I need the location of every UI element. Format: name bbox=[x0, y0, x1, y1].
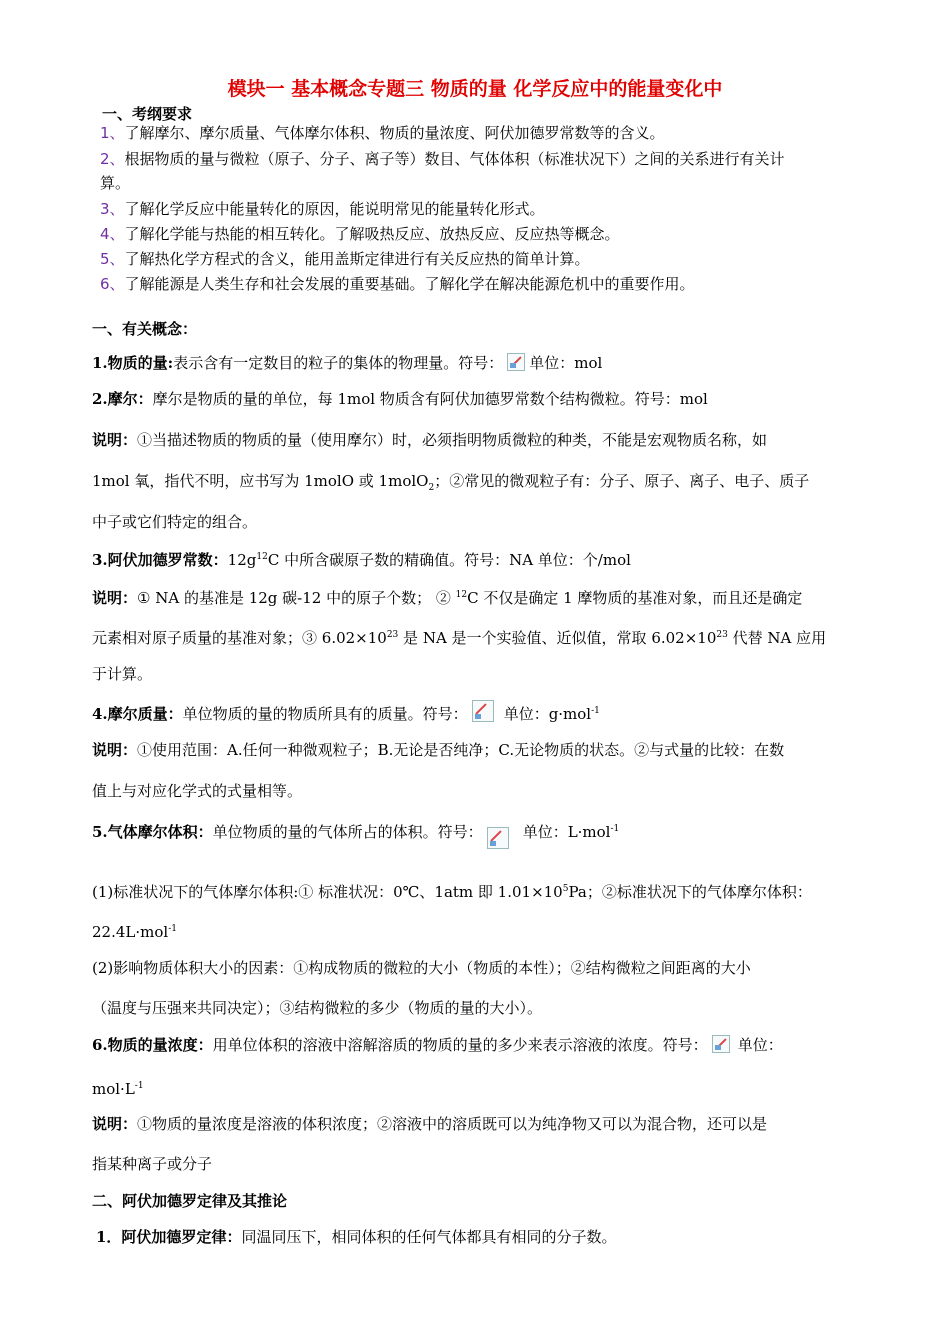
requirement-item: 1、了解摩尔、摩尔质量、气体摩尔体积、物质的量浓度、阿伏加德罗常数等的含义。 bbox=[100, 124, 665, 142]
requirement-item: 2、根据物质的量与微粒（原子、分子、离子等）数目、气体体积（标准状况下）之间的关系进行有关计 bbox=[100, 150, 785, 168]
note-line: 值上与对应化学式的式量相等。 bbox=[92, 782, 303, 800]
concept-concentration: 6.物质的量浓度：用单位体积的溶液中溶解溶质的物质的量的多少来表示溶液的浓度。符号： 单位： bbox=[92, 1036, 783, 1054]
requirement-item: 5、了解热化学方程式的含义，能用盖斯定律进行有关反应热的简单计算。 bbox=[100, 250, 590, 268]
avogadro-law: 1．阿伏加德罗定律：同温同压下，相同体积的任何气体都具有相同的分子数。 bbox=[96, 1228, 617, 1246]
avogadro-heading: 二、阿伏加德罗定律及其推论 bbox=[92, 1192, 288, 1210]
requirement-item: 6、了解能源是人类生存和社会发展的重要基础。了解化学在解决能源危机中的重要作用。 bbox=[100, 275, 695, 293]
note-line: 于计算。 bbox=[92, 665, 153, 683]
concept-molar-volume: 5.气体摩尔体积：单位物质的量的气体所占的体积。符号： 单位：L·mol$^{-1}$ bbox=[92, 818, 862, 849]
note-line: 说明：①使用范围：A.任何一种微观粒子；B.无论是否纯净；C.无论物质的状态。②与式量的比较：在数 bbox=[92, 741, 785, 759]
page-title: 模块一 基本概念专题三 物质的量 化学反应中的能量变化中 bbox=[227, 78, 723, 100]
paragraph-line: $mol\cdot L^{-1}$ bbox=[92, 1080, 144, 1098]
concept-amount: 1.物质的量:表示含有一定数目的粒子的集体的物理量。符号： 单位：mol bbox=[92, 354, 603, 372]
requirements-heading: 一、考纲要求 bbox=[102, 105, 193, 123]
paragraph-line: （温度与压强来共同决定）；③结构微粒的多少（物质的量的大小）。 bbox=[92, 999, 543, 1017]
concepts-heading: 一、有关概念： bbox=[92, 320, 198, 338]
symbol-image-icon bbox=[487, 827, 509, 849]
note-line: 指某种离子或分子 bbox=[92, 1155, 213, 1173]
symbol-image-icon bbox=[472, 700, 494, 722]
note-line: 说明：① NA 的基准是 12g 碳-12 中的原子个数； ② $^{12}$C 不仅是确定 1 摩物质的基准对象，而且还是确定 bbox=[92, 589, 803, 607]
concept-mole: 2.摩尔：摩尔是物质的量的单位，每 1mol 物质含有阿伏加德罗常数个结构微粒。符号：mol bbox=[92, 390, 708, 408]
note-line: 说明：①当描述物质的物质的量（使用摩尔）时，必须指明物质微粒的种类，不能是宏观物质名称，如 bbox=[92, 431, 768, 449]
paragraph-line: (2)影响物质体积大小的因素：①构成物质的微粒的大小（物质的本性）；②结构微粒之间距离的大小 bbox=[92, 959, 751, 977]
symbol-image-icon bbox=[507, 353, 525, 371]
note-line: 元素相对原子质量的基准对象；③ $6.02\times 10^{23}$ 是 NA 是一个实验值、近似值，常取 $6.02\times 10^{23}$ 代替 NA 应用 bbox=[92, 629, 827, 647]
requirement-item: 算。 bbox=[100, 174, 131, 192]
note-line: 1mol 氧，指代不明，应书写为 1molO 或 1molO$_2$；②常见的微观粒子有：分子、原子、离子、电子、质子 bbox=[92, 472, 810, 493]
note-line: 中子或它们特定的组合。 bbox=[92, 513, 258, 531]
paragraph-line: (1)标准状况下的气体摩尔体积:① 标准状况：0℃、1atm 即 $1.01\times 10^5Pa$；②标准状况下的气体摩尔体积： bbox=[92, 883, 812, 901]
symbol-image-icon bbox=[712, 1035, 730, 1053]
requirement-item: 3、了解化学反应中能量转化的原因，能说明常见的能量转化形式。 bbox=[100, 200, 545, 218]
concept-avogadro-constant: 3.阿伏加德罗常数：$12g^{12}C$ 中所含碳原子数的精确值。符号：NA 单位：个/mol bbox=[92, 551, 631, 569]
requirement-item: 4、了解化学能与热能的相互转化。了解吸热反应、放热反应、反应热等概念。 bbox=[100, 225, 620, 243]
note-line: 说明：①物质的量浓度是溶液的体积浓度；②溶液中的溶质既可以为纯净物又可以为混合物，还可以是 bbox=[92, 1115, 768, 1133]
concept-molar-mass: 4.摩尔质量：单位物质的量的物质所具有的质量。符号： 单位：g·mol$^{-1}$ bbox=[92, 700, 862, 725]
paragraph-line: 22.4L·mol$^{-1}$ bbox=[92, 923, 177, 941]
